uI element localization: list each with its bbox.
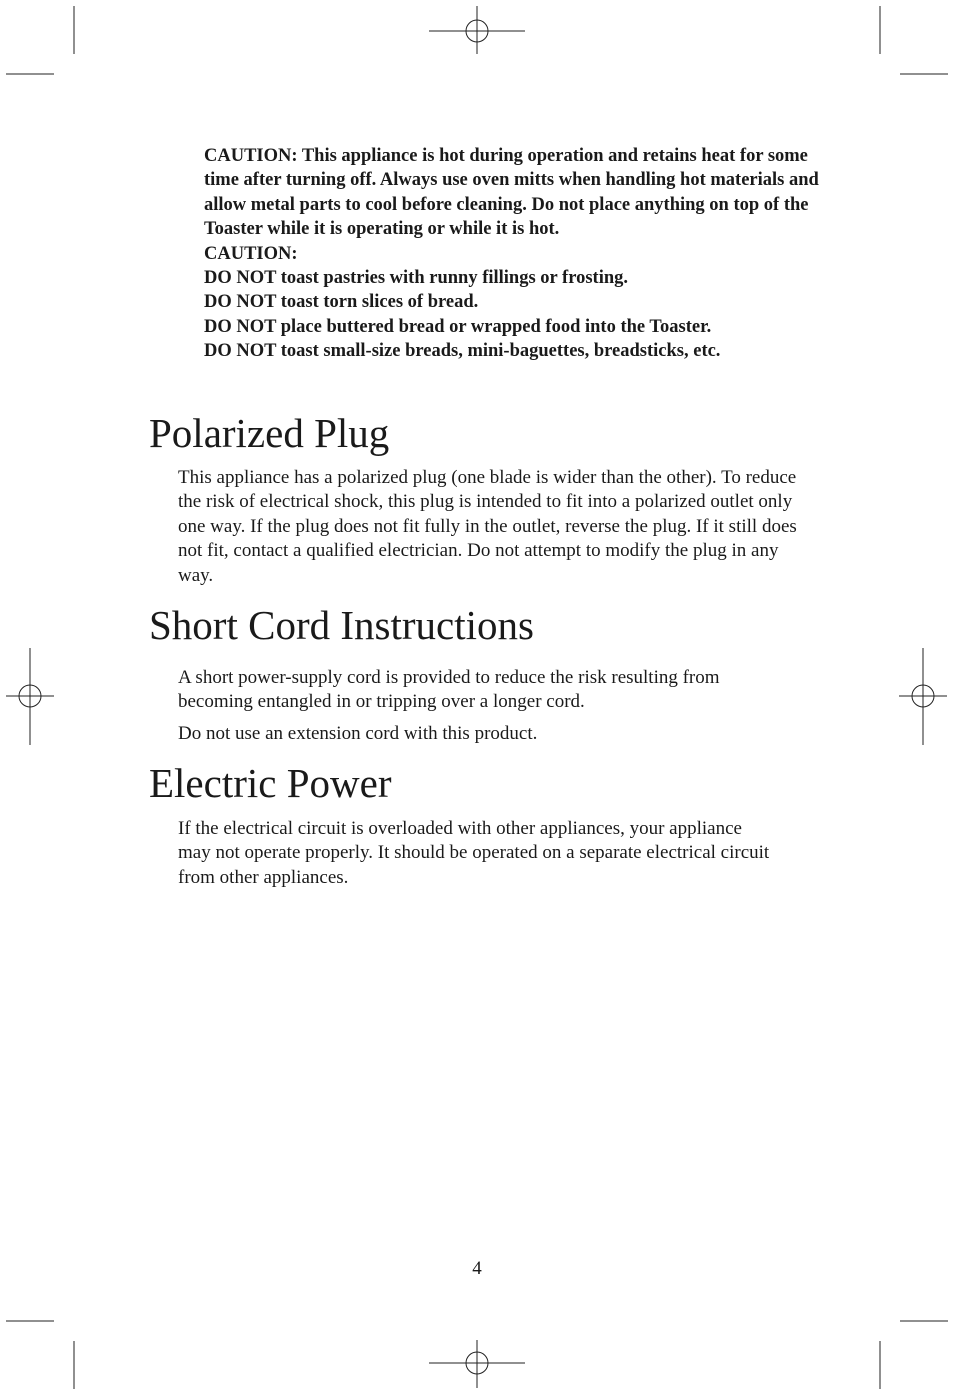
short-cord-text: A short power-supply cord is provided to reduce the risk resulting from becoming entangled in or tripping over a longer cord. xyxy=(178,667,720,713)
section-heading-short-cord: Short Cord Instructions xyxy=(149,602,534,648)
caution-item: DO NOT toast small-size breads, mini-baguettes, breadsticks, etc. xyxy=(204,341,721,362)
page-number: 4 xyxy=(472,1258,482,1279)
electric-power-text: If the electrical circuit is overloaded with other appliances, your appliance may not operate properly. It should be operated on a separate electrical circuit from other appliances. xyxy=(178,818,770,888)
caution-item: DO NOT toast pastries with runny fillings or frosting. xyxy=(204,268,629,289)
caution-paragraph: CAUTION: This appliance is hot during operation and retains heat for some time after turning off. Always use oven mitts when handling hot materials and allow metal parts to cool before cleaning. Do not place anything on top of the Toaster while it is operating or while it is hot. xyxy=(204,146,819,240)
caution-label: CAUTION: xyxy=(204,243,298,264)
caution-item: DO NOT toast torn slices of bread. xyxy=(204,292,479,313)
caution-block xyxy=(204,144,824,364)
caution-item: DO NOT place buttered bread or wrapped food into the Toaster. xyxy=(204,316,712,337)
polarized-plug-text: This appliance has a polarized plug (one blade is wider than the other). To reduce the risk of electrical shock, this plug is intended to fit into a polarized outlet only one way. If the plug does not fit fully in the outlet, reverse the plug. If it still does not fit, contact a qualified electrician. Do not attempt to modify the plug in any way. xyxy=(178,467,797,586)
short-cord-text: Do not use an extension cord with this product. xyxy=(178,723,538,744)
section-heading-polarized-plug: Polarized Plug xyxy=(149,410,390,456)
section-heading-electric-power: Electric Power xyxy=(149,760,392,806)
